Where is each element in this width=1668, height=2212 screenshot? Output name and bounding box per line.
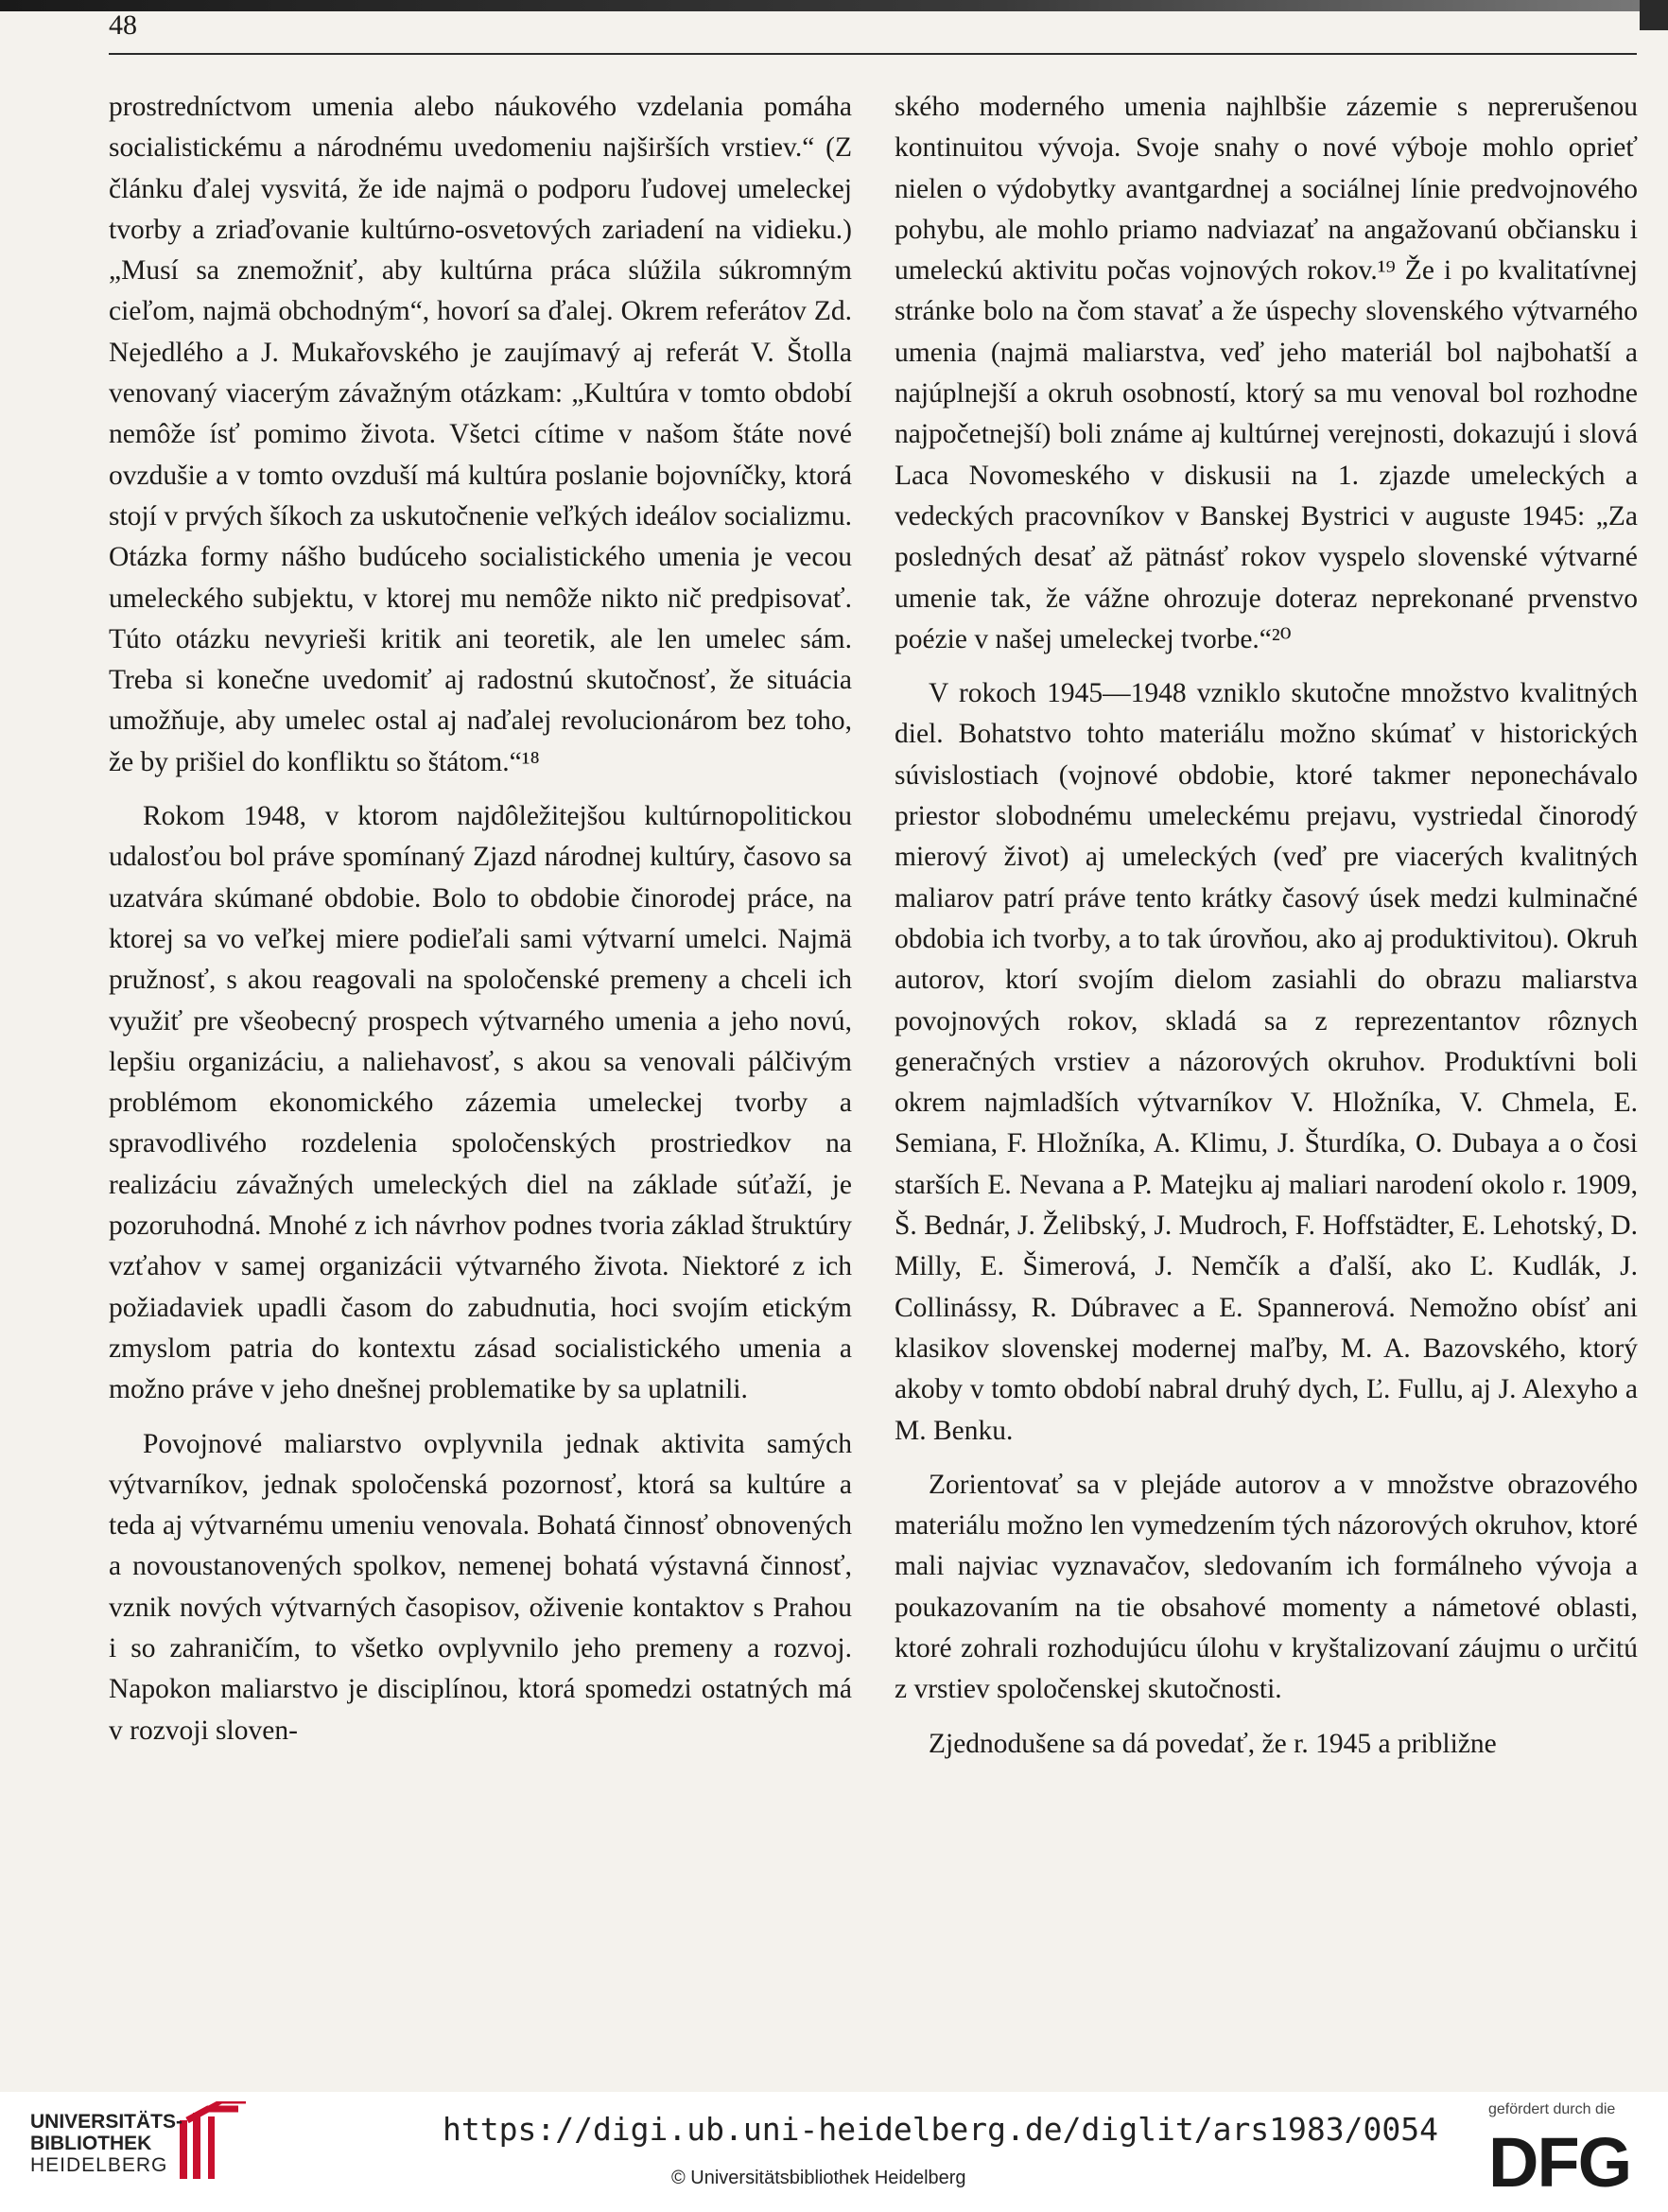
scan-top-edge: [0, 0, 1668, 11]
library-name-line: HEIDELBERG: [30, 2154, 168, 2176]
paragraph: ského moderného umenia najhlbšie zázemie s neprerušenou kontinuitou vývoja. Svoje snahy o nové výboje mohlo oprieť nielen o výdobytky avantgardnej a sociálnej línie predvojnového pohybu, ale mohlo priamo nadviazať na angažovanú občiansku i umeleckú aktivitu počas vojnových rokov.¹⁹ Že i po kvalitatívnej stránke bolo na čom stavať a že úspechy slovenského výtvarného umenia (najmä maliarstva, veď jeho materiál bol najbohatší a najúplnejší a okruh osobností, ktorý sa mu venoval bol rozhodne najpočetnejší) boli známe aj kultúrnej verejnosti, dokazujú i slová Laca Novomeského v diskusii na 1. zjazde umeleckých a vedeckých pracovníkov v Banskej Bystrici v auguste 1945: „Za posledných desať až pätnásť rokov vyspelo slovenské výtvarné umenie tak, že vážne ohrozuje doteraz neprekonané prvenstvo poézie v našej umeleckej tvorbe.“²⁰: [895, 92, 1638, 654]
library-logo-mark-icon: [180, 2101, 246, 2179]
dfg-logo-text: DFG: [1488, 2123, 1631, 2198]
copyright-notice: © Universitätsbibliothek Heidelberg: [671, 2168, 966, 2188]
library-name: [30, 2111, 182, 2176]
sponsor-caption: gefördert durch die: [1488, 2101, 1616, 2117]
scan-corner-mark: [1640, 0, 1668, 30]
header-rule: [109, 53, 1637, 55]
left-column: [109, 87, 852, 1751]
paragraph: Zorientovať sa v plejáde autorov a v množstve obrazového materiálu možno len vymedzením tých názorových okruhov, ktoré mali najviac vyznavačov, sledovaním ich formálneho vývoja a poukazovaním na tie obsahové momenty a námetové oblasti, ktoré zohrali rozhodujúcu úlohu v kryštalizovaní záujmu o určitú z vrstiev spoločenskej skutočnosti.: [895, 1469, 1638, 1705]
paragraph: V rokoch 1945—1948 vzniklo skutočne množstvo kvalitných diel. Bohatstvo tohto materiálu možno skúmať v historických súvislostiach (vojnové obdobie, ktoré takmer neponechávalo priestor slobodnému umeleckému prejavu, vystriedal činorodý mierový život) aj umeleckých (veď pre viacerých kvalitných maliarov patrí práve tento krátky časový úsek medzi kulminačné obdobia ich tvorby, a to tak úrovňou, ako aj produktivitou). Okruh autorov, ktorí svojím dielom zasiahli do obrazu maliarstva povojnových rokov, skladá sa z reprezentantov rôznych generačných vrstiev a názorových okruhov. Produktívni boli okrem najmladších výtvarníkov V. Hložníka, V. Chmela, E. Semiana, F. Hložníka, A. Klimu, J. Šturdíka, O. Dubaya a o čosi starších E. Nevana a P. Matejku aj maliari narodení okolo r. 1909, Š. Bednár, J. Želibský, J. Mudroch, F. Hoffstädter, E. Lehotský, D. Milly, E. Šimerová, J. Nemčík a ďalší, ako Ľ. Kudlák, J. Collinássy, R. Dúbravec a E. Spannerová. Nemožno obísť ani klasikov slovenskej modernej maľby, M. A. Bazovského, ktorý akoby v tomto období nabral druhý dych, Ľ. Fullu, aj J. Alexyho a M. Benku.: [895, 678, 1638, 1446]
paragraph: Zjednodušene sa dá povedať, že r. 1945 a približne: [929, 1728, 1497, 1759]
paragraph: prostredníctvom umenia alebo náukového vzdelania pomáha socialistickému a národnému uvedomeniu najširších vrstiev.“ (Z článku ďalej vysvitá, že ide najmä o podporu ľudovej umeleckej tvorby a zriaďovanie kultúrno-osvetových zariadení na vidieku.) „Musí sa znemožniť, aby kultúrna práca slúžila súkromným cieľom, najmä obchodným“, hovorí sa ďalej. Okrem referátov Zd. Nejedlého a J. Mukařovského je zaujímavý aj referát V. Štolla venovaný viacerým závažným otázkam: „Kultúra v tomto období nemôže ísť pomimo života. Všetci cítime v našom štáte nové ovzdušie a v tomto ovzduší má kultúra poslanie bojovníčky, ktorá stojí v prvých šíkoch za uskutočnenie veľkých ideálov socializmu. Otázka formy nášho budúceho socialistického umenia je vecou umeleckého subjektu, v ktorej mu nemôže nikto nič predpisovať. Túto otázku nevyrieši kritik ani teoretik, ale len umelec sám. Treba si konečne uvedomiť aj radostnú skutočnosť, že situácia umožňuje, aby umelec ostal aj naďalej revolucionárom bez toho, že by prišiel do konfliktu so štátom.“¹⁸: [109, 92, 852, 777]
page-number: 48: [109, 9, 137, 41]
permalink-url[interactable]: https://digi.ub.uni-heidelberg.de/diglit/ars1983/0054: [443, 2111, 1438, 2148]
paragraph: Rokom 1948, v ktorom najdôležitejšou kultúrnopolitickou udalosťou bol práve spomínaný Zjazd národnej kultúry, časovo sa uzatvára skúmané obdobie. Bolo to obdobie činorodej práce, na ktorej sa vo veľkej miere podieľali sami výtvarní umelci. Najmä pružnosť, s akou reagovali na spoločenské premeny a chceli ich využiť pre všeobecný prospech výtvarného umenia a jeho novú, lepšiu organizáciu, a naliehavosť, s akou sa venovali pálčivým problémom ekonomického zázemia umeleckej tvorby a spravodlivého rozdelenia spoločenských prostriedkov na realizáciu závažných umeleckých diel na základe súťaží, je pozoruhodná. Mnohé z ich návrhov podnes tvoria základ štruktúry vzťahov v samej organizácii výtvarného života. Niektoré z ich požiadaviek upadli časom do zabudnutia, hoci svojím etickým zmyslom patria do kontextu zásad socialistického umenia a možno práve v jeho dnešnej problematike by sa uplatnili.: [109, 801, 852, 1405]
library-name-line: BIBLIOTHEK: [30, 2133, 152, 2154]
library-name-line: UNIVERSITÄTS-: [30, 2111, 183, 2133]
right-column: [895, 87, 1638, 1765]
dfg-logo[interactable]: [1488, 2122, 1645, 2198]
paragraph: Povojnové maliarstvo ovplyvnila jednak aktivita samých výtvarníkov, jednak spoločenská pozornosť, ktorá sa kultúre a teda aj výtvarnému umeniu venovala. Bohatá činnosť obnovených a novoustanovených spolkov, nemenej bohatá výstavná činnosť, vznik nových výtvarných časopisov, oživenie kontaktov s Prahou i so zahraničím, to všetko ovplyvnilo jeho premeny a rozvoj. Napokon maliarstvo je disciplínou, ktorá spomedzi ostatných má v rozvoji sloven-: [109, 1428, 852, 1746]
